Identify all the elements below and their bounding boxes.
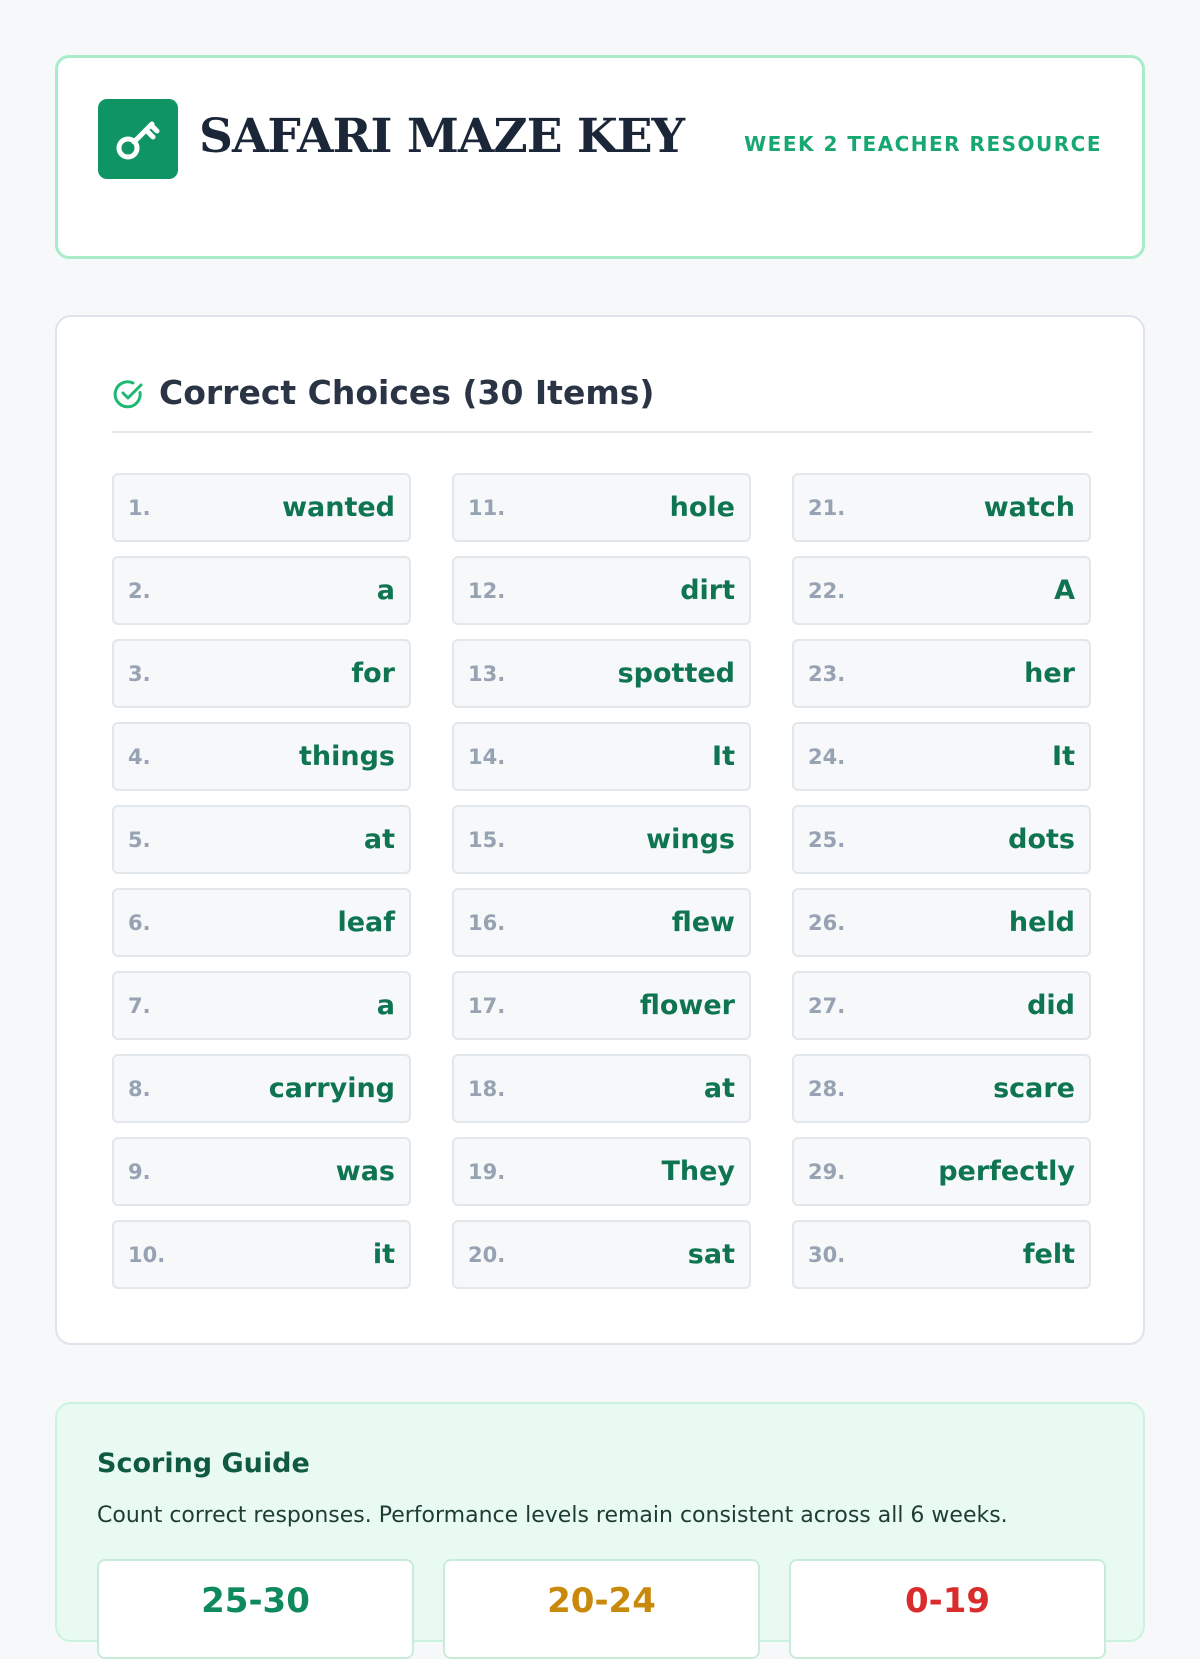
answer-item [792, 473, 1091, 542]
answer-number: 18. [468, 1076, 506, 1101]
answer-item [112, 1220, 411, 1289]
answer-item [792, 1137, 1091, 1206]
score-levels [97, 1559, 1107, 1659]
score-range: 25-30 [201, 1581, 310, 1621]
score-range: 0-19 [904, 1581, 991, 1621]
answer-word: They [661, 1156, 735, 1187]
answer-item [452, 971, 751, 1040]
answer-item [112, 1054, 411, 1123]
header-card [55, 55, 1145, 259]
answer-number: 16. [468, 910, 506, 935]
scoring-description: Count correct responses. Performance levels remain consistent across all 6 weeks. [97, 1503, 1008, 1528]
answer-number: 24. [808, 744, 846, 769]
answer-word: a [376, 990, 395, 1021]
answer-word: leaf [337, 907, 395, 938]
answer-word: It [1052, 741, 1075, 772]
answer-number: 6. [128, 910, 151, 935]
answer-item [112, 722, 411, 791]
answer-number: 19. [468, 1159, 506, 1184]
answer-item [792, 722, 1091, 791]
answer-number: 17. [468, 993, 506, 1018]
answer-word: dots [1008, 824, 1075, 855]
score-range: 20-24 [547, 1581, 656, 1621]
answer-number: 28. [808, 1076, 846, 1101]
answer-word: perfectly [938, 1156, 1075, 1187]
answer-number: 2. [128, 578, 151, 603]
answer-number: 7. [128, 993, 151, 1018]
answer-number: 21. [808, 495, 846, 520]
answer-word: A [1054, 575, 1075, 606]
section-title: Correct Choices (30 Items) [159, 373, 655, 412]
answer-number: 9. [128, 1159, 151, 1184]
score-level-box [443, 1559, 760, 1659]
answer-number: 4. [128, 744, 151, 769]
answer-item [112, 888, 411, 957]
score-level-box [789, 1559, 1106, 1659]
answer-number: 13. [468, 661, 506, 686]
answer-word: for [351, 658, 395, 689]
answer-word: dirt [680, 575, 735, 606]
answer-word: spotted [617, 658, 735, 689]
answer-item [792, 639, 1091, 708]
week-label: WEEK 2 TEACHER RESOURCE [744, 132, 1102, 156]
answer-word: It [712, 741, 735, 772]
key-icon [98, 99, 178, 179]
answer-item [112, 1137, 411, 1206]
answer-word: it [372, 1239, 395, 1270]
answer-number: 8. [128, 1076, 151, 1101]
answer-word: at [363, 824, 395, 855]
answer-item [452, 722, 751, 791]
answer-item [112, 556, 411, 625]
answer-number: 3. [128, 661, 151, 686]
answer-item [792, 888, 1091, 957]
answer-item [792, 556, 1091, 625]
answer-word: sat [687, 1239, 735, 1270]
answer-item [452, 1054, 751, 1123]
answer-item [112, 473, 411, 542]
answer-item [452, 556, 751, 625]
answer-number: 14. [468, 744, 506, 769]
answer-item [112, 805, 411, 874]
answer-word: held [1008, 907, 1075, 938]
answers-card [55, 315, 1145, 1345]
answer-word: wings [646, 824, 735, 855]
section-header [112, 375, 1092, 433]
answer-item [452, 1137, 751, 1206]
answer-number: 30. [808, 1242, 846, 1267]
answer-item [792, 1220, 1091, 1289]
answer-item [112, 971, 411, 1040]
answer-number: 26. [808, 910, 846, 935]
answer-number: 20. [468, 1242, 506, 1267]
answer-word: carrying [268, 1073, 395, 1104]
answer-number: 25. [808, 827, 846, 852]
answer-grid [112, 473, 1092, 1289]
answer-item [452, 473, 751, 542]
answer-number: 1. [128, 495, 151, 520]
answer-item [792, 805, 1091, 874]
answer-word: scare [993, 1073, 1075, 1104]
answer-number: 22. [808, 578, 846, 603]
answer-item [792, 971, 1091, 1040]
answer-word: at [703, 1073, 735, 1104]
answer-item [452, 805, 751, 874]
answer-word: did [1027, 990, 1075, 1021]
answer-word: flower [639, 990, 735, 1021]
scoring-guide [55, 1402, 1145, 1642]
answer-number: 11. [468, 495, 506, 520]
answer-word: a [376, 575, 395, 606]
answer-word: felt [1022, 1239, 1075, 1270]
answer-item [452, 639, 751, 708]
answer-item [452, 1220, 751, 1289]
answer-item [792, 1054, 1091, 1123]
answer-word: wanted [282, 492, 395, 523]
answer-item [452, 888, 751, 957]
answer-word: hole [669, 492, 735, 523]
answer-number: 10. [128, 1242, 166, 1267]
answer-item [112, 639, 411, 708]
answer-word: flew [671, 907, 735, 938]
score-level-box [97, 1559, 414, 1659]
page-title: SAFARI MAZE KEY [199, 109, 685, 164]
answer-word: things [298, 741, 395, 772]
answer-word: watch [983, 492, 1075, 523]
answer-number: 12. [468, 578, 506, 603]
answer-number: 23. [808, 661, 846, 686]
answer-number: 29. [808, 1159, 846, 1184]
answer-number: 27. [808, 993, 846, 1018]
answer-word: was [335, 1156, 395, 1187]
answer-word: her [1024, 658, 1075, 689]
scoring-title: Scoring Guide [97, 1448, 310, 1479]
answer-number: 15. [468, 827, 506, 852]
answer-number: 5. [128, 827, 151, 852]
check-circle-icon [112, 377, 146, 411]
